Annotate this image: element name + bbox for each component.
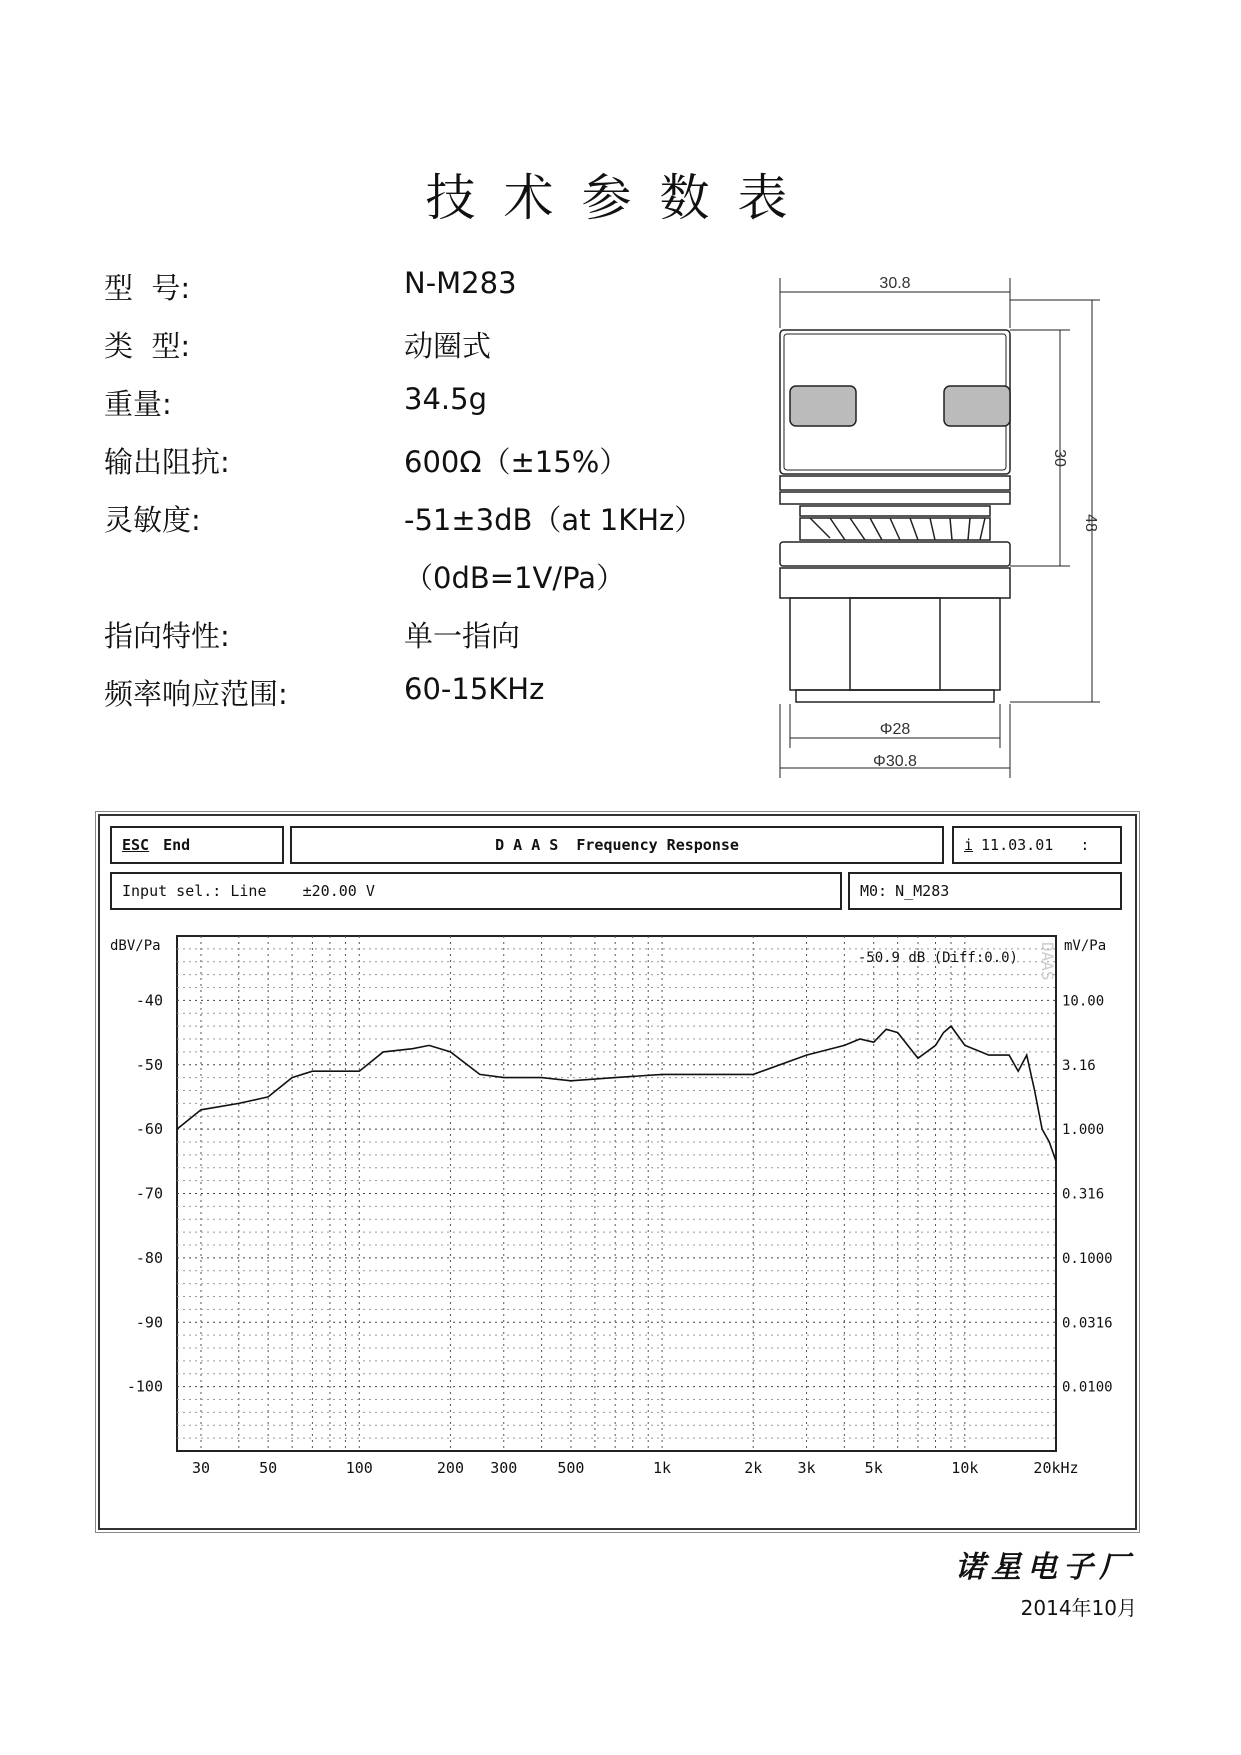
x-tick-label: 300 [490,1459,518,1477]
spec-label: 频率响应范围: [104,677,288,711]
daas-watermark: DAAS [1038,942,1057,981]
y-tick-label-right: 0.0316 [1062,1315,1113,1332]
y-axis-label-right: mV/Pa [1064,938,1107,954]
document-title: 技术参数表 [425,169,816,227]
spec-value: N-M283 [404,266,517,300]
company-name: 诺星电子厂 [955,1550,1135,1585]
info-value: 11.03.01 : [981,836,1090,854]
y-axis-label-left: dBV/Pa [110,938,161,954]
x-tick-label: 5k [864,1459,883,1477]
spec-value: （0dB=1V/Pa） [404,561,626,595]
dim-base-outer: Φ30.8 [873,753,917,770]
x-tick-label: 20kHz [1033,1459,1079,1477]
y-tick-label-left: -60 [135,1120,163,1139]
spec-label: 重量: [104,387,172,421]
dim-base-inner: Φ28 [879,721,911,738]
x-tick-label: 30 [191,1459,211,1477]
product-drawing [770,268,1100,788]
spec-value: 60-15KHz [404,672,545,706]
y-tick-label-right: 1.000 [1062,1122,1105,1139]
spec-value: 600Ω（±15%） [404,445,629,479]
y-tick-label-left: -100 [126,1377,163,1396]
spec-label: 输出阻抗: [104,445,230,479]
mo-value: N_M283 [895,882,950,900]
spec-value: 34.5g [404,382,487,416]
dim-height-head: 30 [1051,449,1068,467]
x-tick-label: 1k [653,1459,672,1477]
y-tick-label-right: 0.1000 [1062,1250,1113,1267]
y-tick-label-right: 3.16 [1062,1057,1096,1074]
y-tick-label-left: -80 [135,1248,163,1267]
spec-label: 指向特性: [104,619,230,653]
dim-top-width: 30.8 [879,275,911,292]
spec-label: 灵敏度: [104,503,201,537]
spec-label: 型 号: [104,271,191,305]
input-sel: Input sel.: Line ±20.00 V [122,882,375,900]
level-readout: -50.9 dB (Diff:0.0) [857,950,1018,966]
y-tick-label-left: -90 [135,1313,163,1332]
spec-value: 动圈式 [404,329,492,363]
frequency-response-window [98,814,1137,1530]
frequency-response-chart [100,816,1135,1528]
x-tick-label: 10k [951,1459,979,1477]
app-title: D A A S Frequency Response [495,836,739,854]
esc-label: End [163,836,191,854]
x-tick-label: 100 [345,1459,373,1477]
dim-height-total: 48 [1082,514,1099,532]
x-tick-label: 3k [797,1459,816,1477]
x-tick-label: 200 [436,1459,464,1477]
y-tick-label-right: 0.0100 [1062,1379,1113,1396]
y-tick-label-right: 0.316 [1062,1186,1105,1203]
document-date: 2014年10月 [1020,1596,1137,1620]
y-tick-label-left: -40 [135,991,163,1010]
mo-key: M0: [860,882,888,900]
x-tick-label: 2k [744,1459,763,1477]
x-tick-label: 50 [259,1459,278,1477]
y-tick-label-left: -70 [135,1184,163,1203]
esc-key: ESC [122,836,150,854]
spec-value: 单一指向 [404,619,521,653]
x-tick-label: 500 [557,1459,585,1477]
spec-label: 类 型: [104,329,191,363]
y-tick-label-right: 10.00 [1062,993,1105,1010]
info-key: i [964,836,974,854]
spec-value: -51±3dB（at 1KHz） [404,503,704,537]
y-tick-label-left: -50 [135,1055,163,1074]
